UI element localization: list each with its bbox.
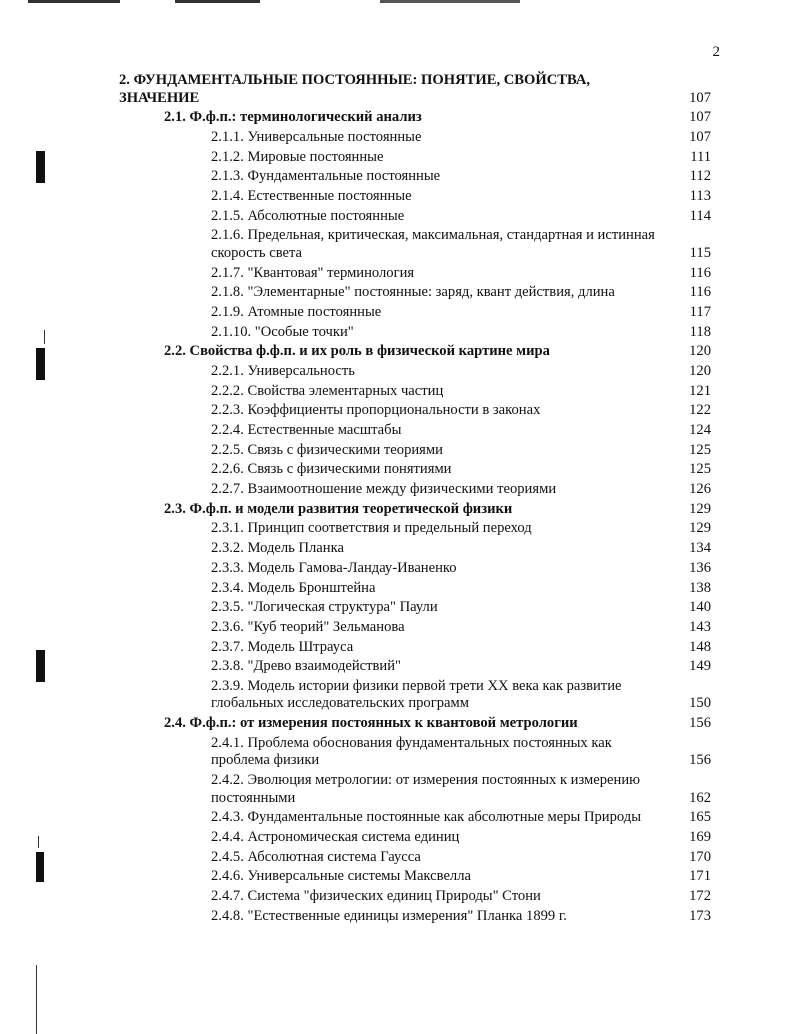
entry-title: 2.1.4. Естественные постоянные [211,187,412,204]
subsection-entry [0,868,799,886]
section-entry [0,715,799,733]
entry-title: 2.4.5. Абсолютная система Гаусса [211,848,421,865]
entry-page: 107 [689,89,711,106]
entry-page: 143 [689,618,711,635]
entry-page: 134 [689,540,711,557]
entry-title: 2.4.6. Универсальные системы Максвелла [211,868,471,885]
entry-title: 2.3.6. "Куб теорий" Зельманова [211,618,405,635]
subsection-entry [0,772,799,807]
entry-title: 2.3.3. Модель Гамова-Ландау-Иваненко [211,559,457,576]
entry-page: 116 [689,284,711,301]
entry-title: 2.1.8. "Элементарные" постоянные: заряд, квант действия, длина [211,284,615,301]
section-entry [0,109,799,127]
subsection-entry [0,849,799,867]
chapter-entry [0,72,799,107]
entry-title: 2.4. Ф.ф.п.: от измерения постоянных к квантовой метрологии [164,715,578,732]
entry-title: 2.3.2. Модель Планка [211,540,344,557]
entry-page: 124 [689,422,711,438]
entry-title: 2.4.8. "Естественные единицы измерения" Планка 1899 г. [211,907,567,924]
entry-page: 107 [689,109,711,126]
entry-page: 149 [689,658,711,675]
entry-title: 2.4.3. Фундаментальные постоянные как абсолютные меры Природы [211,809,641,826]
subsection-entry [0,149,799,167]
subsection-entry [0,481,799,499]
subsection-entry [0,809,799,827]
entry-title: 2.3.8. "Древо взаимодействий" [211,658,401,675]
entry-page: 113 [689,187,711,204]
entry-title: 2.1.9. Атомные постоянные [211,303,382,320]
entry-page: 148 [689,638,711,655]
subsection-entry [0,540,799,558]
entry-title: 2.1.7. "Квантовая" терминология [211,264,415,281]
entry-title: 2.1.3. Фундаментальные постоянные [211,168,441,185]
section-entry [0,501,799,519]
entry-title: 2.1.5. Абсолютные постоянные [211,207,405,224]
entry-page: 150 [689,695,711,712]
entry-page: 114 [689,207,711,224]
subsection-entry [0,461,799,479]
entry-title: 2.4.1. Проблема обоснования фундаментальных постоянных как проблема физики [211,734,612,769]
entry-title: 2.3.5. "Логическая структура" Паули [211,599,438,616]
scan-top-border [0,0,799,3]
entry-page: 112 [689,168,711,185]
subsection-entry [0,363,799,381]
subsection-entry [0,188,799,206]
subsection-entry [0,658,799,676]
entry-title: 2.3.7. Модель Штрауса [211,638,354,655]
entry-page: 140 [689,599,711,616]
scan-margin-line [36,965,37,1034]
entry-title: 2.3.4. Модель Бронштейна [211,579,376,596]
subsection-entry [0,829,799,847]
subsection-entry [0,678,799,713]
entry-title: 2.2.7. Взаимоотношение между физическими теориями [211,481,557,498]
entry-page: 107 [689,128,711,145]
entry-page: 125 [689,461,711,478]
entry-title: 2.4.2. Эволюция метрологии: от измерения постоянных к измерению постоянными [211,772,641,806]
subsection-entry [0,383,799,401]
entry-page: 165 [689,809,711,826]
entry-page: 162 [689,789,711,806]
entry-page: 126 [689,481,711,498]
entry-page: 121 [689,382,711,399]
entry-title: 2.2.1. Универсальность [211,362,355,379]
entry-page: 111 [690,148,711,165]
entry-page: 129 [689,520,711,537]
entry-page: 138 [689,579,711,596]
entry-title: 2.2.4. Естественные масштабы [211,422,402,438]
entry-page: 169 [689,828,711,845]
entry-page: 116 [689,264,711,281]
entry-page: 136 [689,559,711,576]
subsection-entry [0,324,799,342]
page-number: 2 [712,44,720,60]
subsection-entry [0,599,799,617]
subsection-entry [0,265,799,283]
subsection-entry [0,304,799,322]
entry-page: 156 [689,715,711,732]
entry-title: 2.4.4. Астрономическая система единиц [211,828,460,845]
entry-title: 2.2.3. Коэффициенты пропорциональности в законах [211,402,541,419]
entry-title: 2.2.5. Связь с физическими теориями [211,441,443,458]
entry-title: 2.1.2. Мировые постоянные [211,148,384,165]
subsection-entry [0,619,799,637]
entry-page: 125 [689,441,711,458]
subsection-entry [0,402,799,420]
subsection-entry [0,888,799,906]
subsection-entry [0,284,799,302]
entry-page: 156 [689,752,711,769]
subsection-entry [0,735,799,770]
entry-page: 120 [689,343,711,360]
entry-title: 2.1. Ф.ф.п.: терминологический анализ [164,109,422,126]
entry-page: 171 [689,868,711,885]
subsection-entry [0,129,799,147]
entry-page: 172 [689,887,711,904]
entry-page: 129 [689,500,711,517]
entry-title: 2.3.9. Модель истории физики первой трети XX века как развитие глобальных исследовательских программ [211,677,622,712]
subsection-entry [0,422,799,440]
entry-page: 115 [689,244,711,261]
subsection-entry [0,580,799,598]
entry-title: 2.1.10. "Особые точки" [211,323,354,340]
table-of-contents [0,72,799,927]
subsection-entry [0,560,799,578]
subsection-entry [0,520,799,538]
entry-page: 118 [689,323,711,340]
entry-page: 117 [689,303,711,320]
entry-page: 122 [689,402,711,419]
entry-title: 2.3.1. Принцип соответствия и предельный переход [211,520,532,537]
entry-title: 2. ФУНДАМЕНТАЛЬНЫЕ ПОСТОЯННЫЕ: ПОНЯТИЕ, СВОЙСТВА, ЗНАЧЕНИЕ [119,72,591,106]
subsection-entry [0,227,799,262]
entry-title: 2.4.7. Система "физических единиц Природы" Стони [211,887,541,904]
entry-title: 2.2. Свойства ф.ф.п. и их роль в физической картине мира [164,343,550,360]
entry-page: 170 [689,848,711,865]
entry-title: 2.2.6. Связь с физическими понятиями [211,461,452,478]
entry-page: 120 [689,362,711,379]
subsection-entry [0,168,799,186]
subsection-entry [0,908,799,926]
subsection-entry [0,442,799,460]
section-entry [0,343,799,361]
subsection-entry [0,639,799,657]
entry-title: 2.2.2. Свойства элементарных частиц [211,382,444,399]
subsection-entry [0,208,799,226]
entry-title: 2.1.6. Предельная, критическая, максимальная, стандартная и истинная скорость света [211,227,655,261]
entry-page: 173 [689,907,711,924]
entry-title: 2.3. Ф.ф.п. и модели развития теоретической физики [164,500,513,517]
entry-title: 2.1.1. Универсальные постоянные [211,128,422,145]
